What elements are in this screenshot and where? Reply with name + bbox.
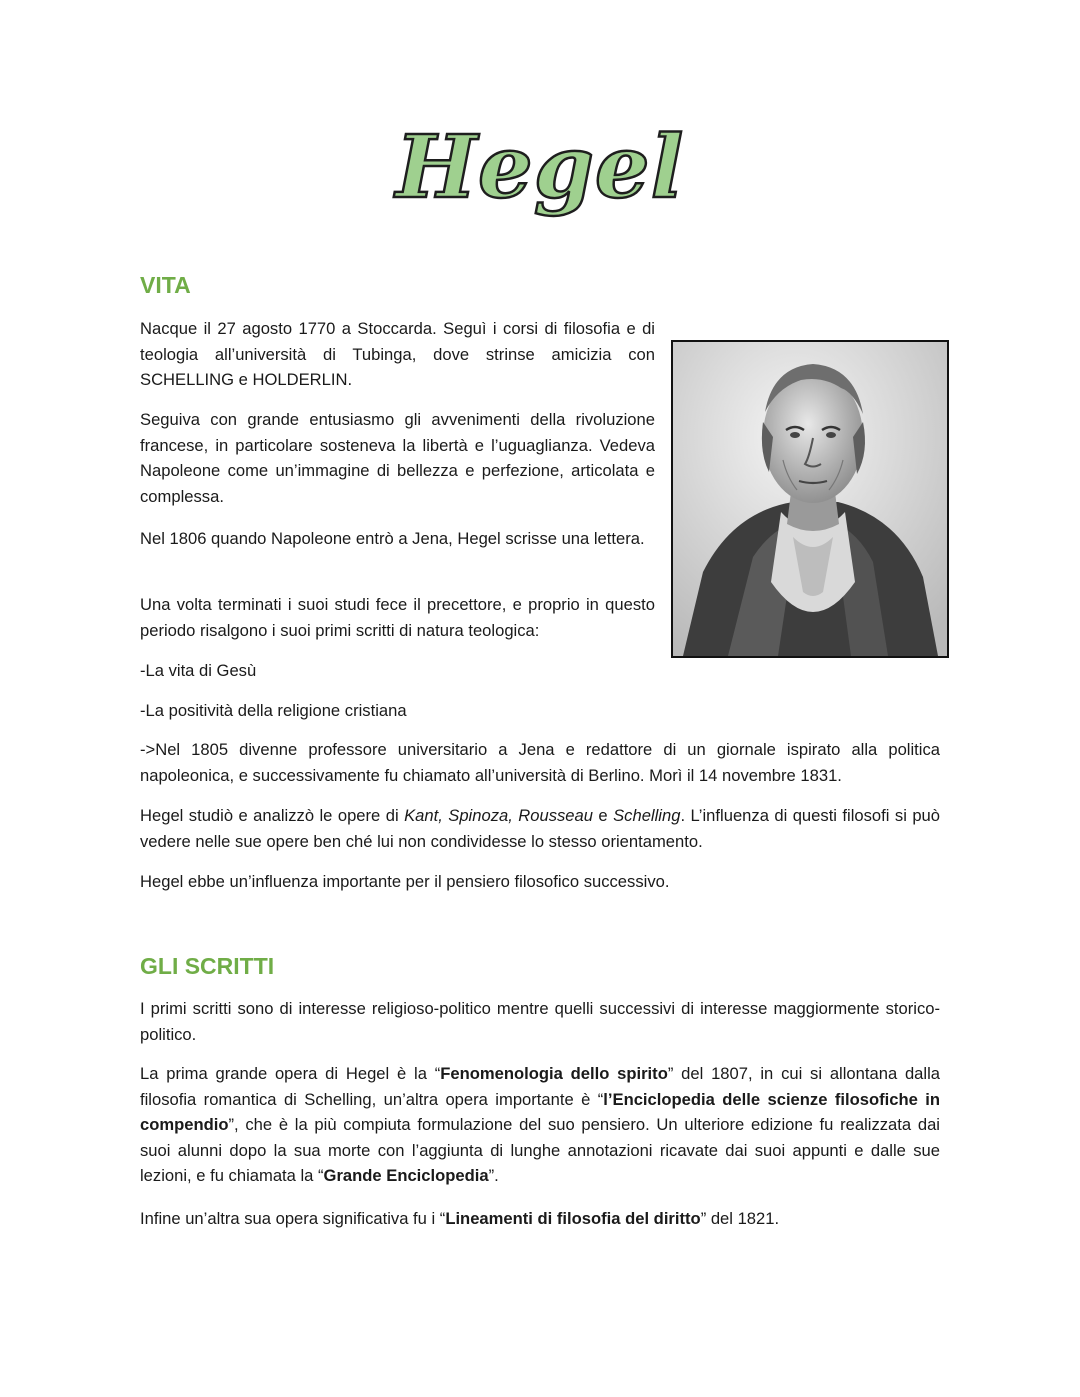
scritti-paragraph-diritto: Infine un’altra sua opera significativa fu i “Lineamenti di filosofia del diritto” del 1821. [140,1209,780,1228]
section-heading-vita: VITA [140,272,191,298]
vita-paragraph-revolution: Seguiva con grande entusiasmo gli avvenimenti della rivoluzione francese, in particolare sosteneva la libertà e l’uguaglianza. Vedeva Napoleone come un’immagine di bellezza e perfezione, articolata e complessa. [140,410,655,506]
page-title: Hegel [395,117,685,218]
vita-paragraph-jena: Nel 1806 quando Napoleone entrò a Jena, Hegel scrisse una lettera. [140,529,645,548]
hegel-portrait [671,340,949,658]
vita-paragraph-legacy: Hegel ebbe un’influenza importante per il pensiero filosofico successivo. [140,872,670,891]
vita-paragraph-influences: Hegel studiò e analizzò le opere di Kant, Spinoza, Rousseau e Schelling. L’influenza di questi filosofi si può vedere nelle sue opere ben ché lui non condividesse lo stesso orientamento. [140,806,940,851]
scritti-paragraph-intro: I primi scritti sono di interesse religioso-politico mentre quelli successivi di interesse maggiormente storico-politico. [140,999,940,1044]
vita-paragraph-precettore: Una volta terminati i suoi studi fece il precettore, e proprio in questo periodo risalgono i suoi primi scritti di natura teologica: [140,595,655,640]
section-heading-scritti: GLI SCRITTI [140,953,275,979]
list-item: -La positività della religione cristiana [140,701,407,720]
vita-paragraph-career: ->Nel 1805 divenne professore universitario a Jena e redattore di un giornale ispirato alla politica napoleonica, e successivamente fu chiamato all’università di Berlino. Morì il 14 novembre 1831. [140,740,940,785]
scritti-paragraph-works: La prima grande opera di Hegel è la “Fenomenologia dello spirito” del 1807, in cui si allontana dalla filosofia romantica di Schelling, un’altra opera importante è “l’Enciclopedia delle scienze filosofiche in compendio”, che è la più compiuta formulazione del suo pensiero. Un ulteriore edizione fu realizzata dai suoi alunni dopo la sua morte con l’aggiunta di lunghe annotazioni ricavate dai suoi appunti e dalle sue lezioni, e fu chiamata la “Grande Enciclopedia”. [140,1064,941,1185]
vita-paragraph-birth: Nacque il 27 agosto 1770 a Stoccarda. Seguì i corsi di filosofia e di teologia all’università di Tubinga, dove strinse amicizia con SCHELLING e HOLDERLIN. [140,319,655,389]
list-item: -La vita di Gesù [140,661,257,680]
